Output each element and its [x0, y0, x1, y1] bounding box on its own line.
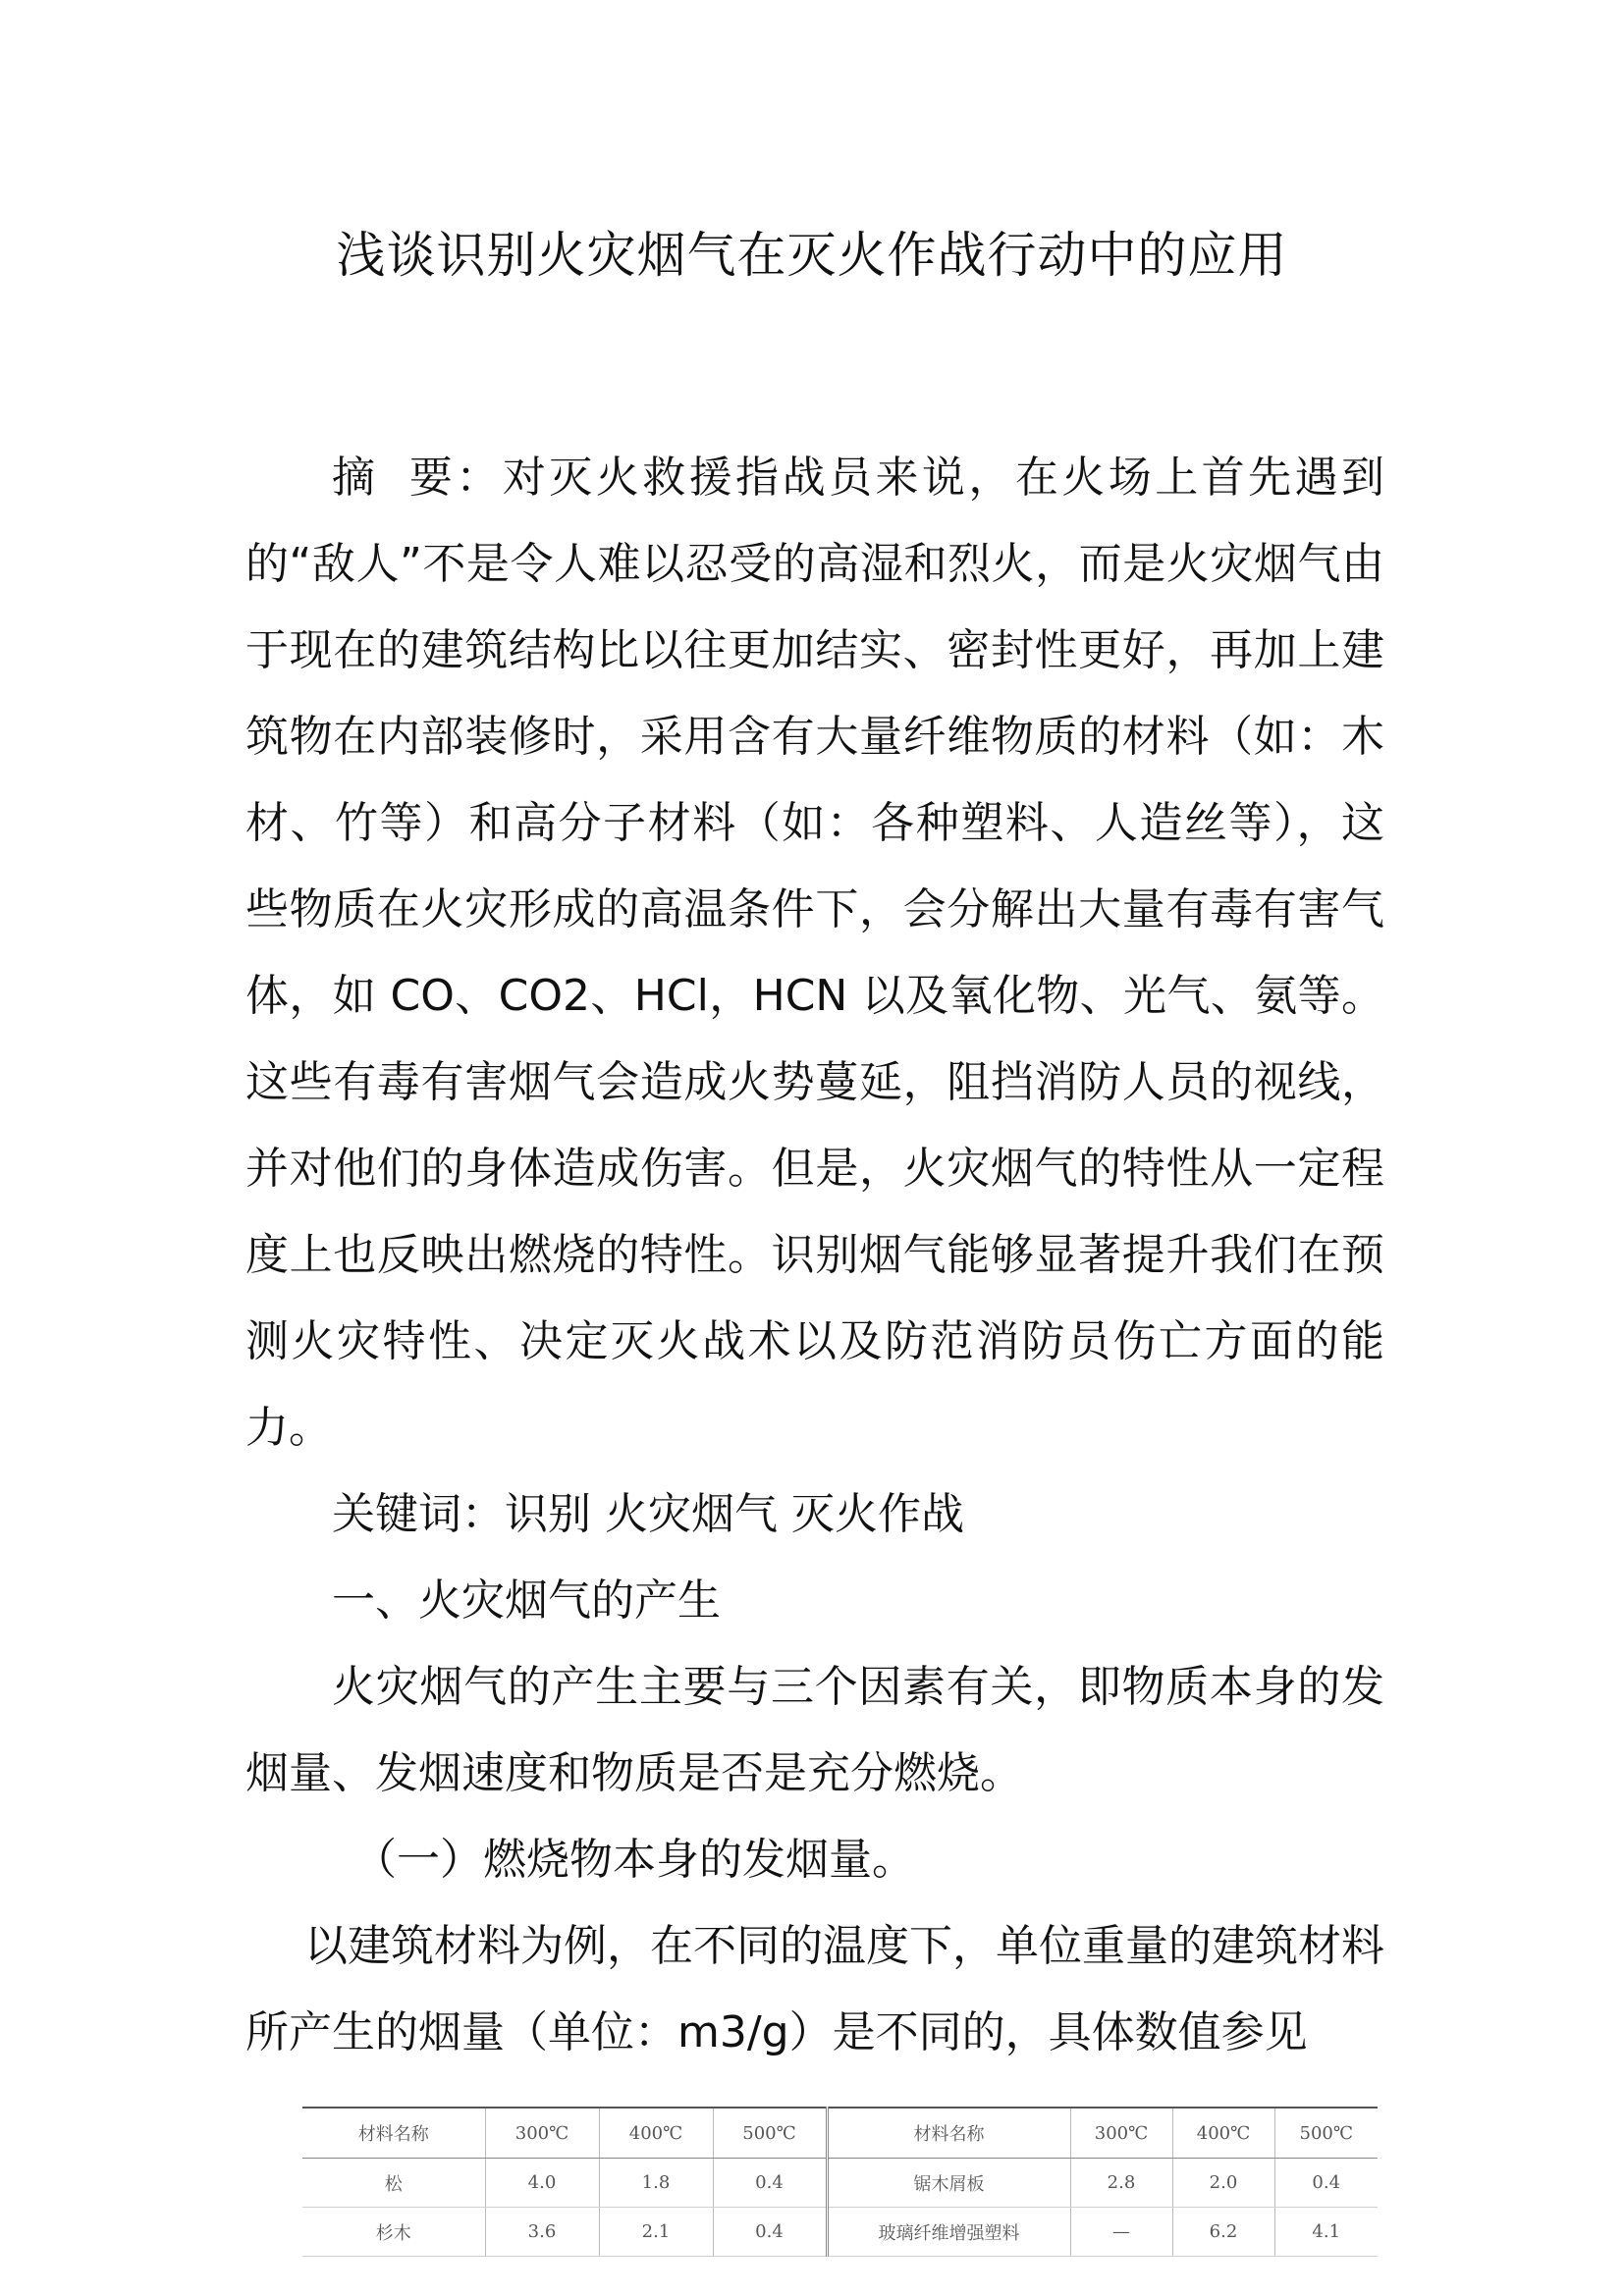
- page-title: 浅谈识别火灾烟气在灭火作战行动中的应用: [336, 227, 1288, 284]
- table-cell: 杉木: [302, 2208, 485, 2257]
- table-row: [302, 2159, 1378, 2208]
- table-cell: 2.0: [1172, 2159, 1274, 2208]
- section-paragraph: 火灾烟气的产生主要与三个因素有关，即物质本身的发烟量、发烟速度和物质是否是充分燃烧。: [245, 1662, 1384, 1798]
- table-header-cell: 300℃: [1070, 2108, 1172, 2159]
- abstract-label: 摘: [332, 453, 379, 503]
- table-cell: 松: [302, 2159, 485, 2208]
- table-header-cell: 500℃: [1274, 2108, 1378, 2159]
- table-header-cell: 500℃: [713, 2108, 827, 2159]
- section-heading: 一、火灾烟气的产生: [332, 1575, 721, 1626]
- abstract-text: 对灭火救援指战员来说，在火场上首先遇到的“敌人”不是令人难以忍受的高湿和烈火，而是火灾烟气由于现在的建筑结构比以往更加结实、密封性更好，再加上建筑物在内部装修时，采用含有大量纤维物质的材料（如：木材、竹等）和高分子材料（如：各种塑料、人造丝等），这些物质在火灾形成的高温条件下，会分解出大量有毒有害气体，如 CO、CO2、HCl，HCN 以及氧化物、光气、氨等。这些有毒有害烟气会造成火势蔓延，阻挡消防人员的视线，并对他们的身体造成伤害。但是，火灾烟气的特性从一定程度上也反映出燃烧的特性。识别烟气能够显著提升我们在预测火灾特性、决定灭火战术以及防范消防员伤亡方面的能力。: [245, 453, 1385, 1453]
- table-header-cell: 材料名称: [827, 2108, 1070, 2159]
- table-header-row: [302, 2108, 1378, 2159]
- table-cell: 0.4: [1274, 2159, 1378, 2208]
- table-row: [302, 2208, 1378, 2257]
- subsection-paragraph: 以建筑材料为例，在不同的温度下，单位重量的建筑材料所产生的烟量（单位：m3/g）是不同的，具体数值参见: [245, 1921, 1384, 2057]
- table-cell: 4.1: [1274, 2208, 1378, 2257]
- abstract-paragraph: [245, 435, 1384, 1471]
- table-cell: 3.6: [485, 2208, 599, 2257]
- table-header-cell: 400℃: [1172, 2108, 1274, 2159]
- table-header-cell: 400℃: [599, 2108, 713, 2159]
- table-header-cell: 300℃: [485, 2108, 599, 2159]
- table-cell: 1.8: [599, 2159, 713, 2208]
- table-cell: 玻璃纤维增强塑料: [827, 2208, 1070, 2257]
- subsection-heading: （一）燃烧物本身的发烟量。: [353, 1835, 915, 1885]
- table-cell: 2.8: [1070, 2159, 1172, 2208]
- materials-smoke-table: [302, 2107, 1378, 2257]
- table-cell: —: [1070, 2208, 1172, 2257]
- table-cell: 0.4: [713, 2159, 827, 2208]
- abstract-label-suffix: 要：: [406, 453, 503, 503]
- table-header-cell: 材料名称: [302, 2108, 485, 2159]
- table-cell: 6.2: [1172, 2208, 1274, 2257]
- table-cell: 0.4: [713, 2208, 827, 2257]
- document-body: [245, 435, 1384, 2076]
- table-cell: 锯木屑板: [827, 2159, 1070, 2208]
- keywords-line: 关键词：识别 火灾烟气 灭火作战: [332, 1489, 964, 1539]
- materials-table-wrap: [302, 2107, 1378, 2257]
- table-cell: 4.0: [485, 2159, 599, 2208]
- table-cell: 2.1: [599, 2208, 713, 2257]
